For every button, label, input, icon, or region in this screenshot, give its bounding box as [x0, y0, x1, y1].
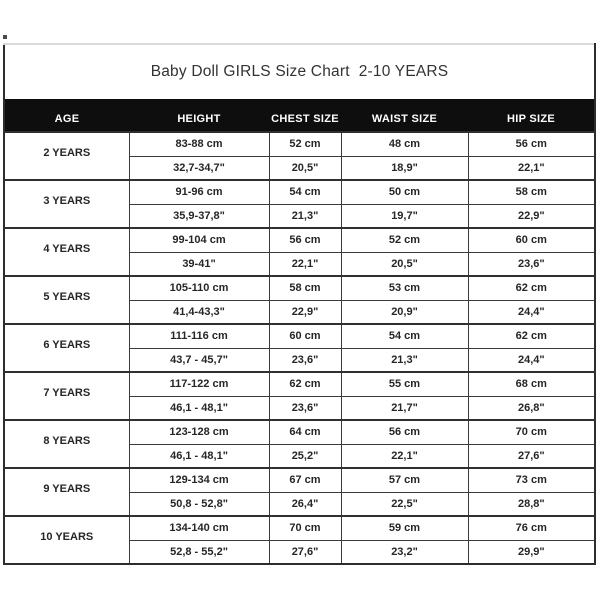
cell-hip-cm: 58 cm: [468, 180, 595, 204]
column-header-hip: HIP SIZE: [468, 99, 595, 132]
cell-height-cm: 105-110 cm: [129, 276, 269, 300]
table-row-cm: [4, 180, 595, 204]
cell-chest-inches: 21,3": [269, 204, 341, 228]
cell-age: 6 YEARS: [4, 324, 129, 372]
stray-dot-artifact: [3, 35, 7, 39]
cell-chest-cm: 52 cm: [269, 132, 341, 156]
cell-age: 3 YEARS: [4, 180, 129, 228]
cell-waist-cm: 50 cm: [341, 180, 468, 204]
cell-age: 9 YEARS: [4, 468, 129, 516]
cell-waist-inches: 22,5": [341, 492, 468, 516]
cell-chest-cm: 70 cm: [269, 516, 341, 540]
cell-age: 10 YEARS: [4, 516, 129, 564]
cell-height-cm: 129-134 cm: [129, 468, 269, 492]
table-row-cm: [4, 228, 595, 252]
cell-hip-cm: 56 cm: [468, 132, 595, 156]
cell-age: 5 YEARS: [4, 276, 129, 324]
cell-chest-cm: 56 cm: [269, 228, 341, 252]
cell-waist-cm: 54 cm: [341, 324, 468, 348]
cell-hip-inches: 27,6": [468, 444, 595, 468]
cell-height-inches: 41,4-43,3": [129, 300, 269, 324]
cell-chest-inches: 26,4": [269, 492, 341, 516]
cell-waist-cm: 56 cm: [341, 420, 468, 444]
column-header-height: HEIGHT: [129, 99, 269, 132]
cell-height-cm: 91-96 cm: [129, 180, 269, 204]
cell-chest-cm: 62 cm: [269, 372, 341, 396]
cell-hip-inches: 22,9": [468, 204, 595, 228]
cell-waist-inches: 21,7": [341, 396, 468, 420]
table-row-cm: [4, 276, 595, 300]
cell-hip-cm: 62 cm: [468, 324, 595, 348]
cell-height-inches: 35,9-37,8": [129, 204, 269, 228]
cell-chest-cm: 67 cm: [269, 468, 341, 492]
cell-waist-inches: 20,9": [341, 300, 468, 324]
cell-waist-inches: 18,9": [341, 156, 468, 180]
cell-height-inches: 46,1 - 48,1": [129, 396, 269, 420]
cell-chest-cm: 64 cm: [269, 420, 341, 444]
cell-height-inches: 32,7-34,7": [129, 156, 269, 180]
cell-height-cm: 111-116 cm: [129, 324, 269, 348]
cell-chest-inches: 27,6": [269, 540, 341, 564]
table-row-cm: [4, 132, 595, 156]
cell-chest-cm: 58 cm: [269, 276, 341, 300]
cell-hip-inches: 29,9": [468, 540, 595, 564]
cell-chest-cm: 54 cm: [269, 180, 341, 204]
cell-waist-cm: 55 cm: [341, 372, 468, 396]
cell-waist-inches: 19,7": [341, 204, 468, 228]
cell-age: 7 YEARS: [4, 372, 129, 420]
cell-hip-inches: 26,8": [468, 396, 595, 420]
column-header-chest: CHEST SIZE: [269, 99, 341, 132]
cell-hip-inches: 24,4": [468, 300, 595, 324]
cell-waist-cm: 53 cm: [341, 276, 468, 300]
cell-height-cm: 83-88 cm: [129, 132, 269, 156]
cell-hip-inches: 22,1": [468, 156, 595, 180]
cell-chest-inches: 22,9": [269, 300, 341, 324]
cell-hip-inches: 28,8": [468, 492, 595, 516]
cell-height-cm: 134-140 cm: [129, 516, 269, 540]
title-row: [4, 44, 595, 99]
table-row-cm: [4, 372, 595, 396]
column-header-waist: WAIST SIZE: [341, 99, 468, 132]
cell-height-cm: 123-128 cm: [129, 420, 269, 444]
cell-height-cm: 99-104 cm: [129, 228, 269, 252]
cell-height-inches: 52,8 - 55,2": [129, 540, 269, 564]
cell-chest-inches: 22,1": [269, 252, 341, 276]
table-row-cm: [4, 468, 595, 492]
table-row-cm: [4, 324, 595, 348]
column-header-age: AGE: [4, 99, 129, 132]
cell-waist-cm: 59 cm: [341, 516, 468, 540]
cell-chest-inches: 23,6": [269, 396, 341, 420]
cell-age: 2 YEARS: [4, 132, 129, 180]
column-header-row: [4, 99, 595, 132]
cell-waist-inches: 23,2": [341, 540, 468, 564]
cell-chest-inches: 23,6": [269, 348, 341, 372]
cell-height-cm: 117-122 cm: [129, 372, 269, 396]
cell-hip-cm: 70 cm: [468, 420, 595, 444]
table-row-cm: [4, 420, 595, 444]
cell-height-inches: 39-41": [129, 252, 269, 276]
size-chart-container: [3, 43, 594, 565]
cell-hip-cm: 76 cm: [468, 516, 595, 540]
size-chart-table: [3, 43, 596, 565]
cell-age: 8 YEARS: [4, 420, 129, 468]
cell-waist-cm: 48 cm: [341, 132, 468, 156]
cell-waist-cm: 52 cm: [341, 228, 468, 252]
cell-height-inches: 50,8 - 52,8": [129, 492, 269, 516]
cell-hip-inches: 24,4": [468, 348, 595, 372]
table-row-cm: [4, 516, 595, 540]
cell-waist-cm: 57 cm: [341, 468, 468, 492]
cell-height-inches: 46,1 - 48,1": [129, 444, 269, 468]
cell-hip-cm: 60 cm: [468, 228, 595, 252]
cell-hip-inches: 23,6": [468, 252, 595, 276]
cell-chest-inches: 25,2": [269, 444, 341, 468]
table-body: [4, 44, 595, 564]
cell-hip-cm: 68 cm: [468, 372, 595, 396]
cell-hip-cm: 62 cm: [468, 276, 595, 300]
cell-waist-inches: 20,5": [341, 252, 468, 276]
cell-chest-cm: 60 cm: [269, 324, 341, 348]
cell-height-inches: 43,7 - 45,7": [129, 348, 269, 372]
cell-waist-inches: 21,3": [341, 348, 468, 372]
cell-chest-inches: 20,5": [269, 156, 341, 180]
cell-hip-cm: 73 cm: [468, 468, 595, 492]
chart-title: Baby Doll GIRLS Size Chart 2-10 YEARS: [150, 63, 449, 80]
cell-age: 4 YEARS: [4, 228, 129, 276]
cell-waist-inches: 22,1": [341, 444, 468, 468]
